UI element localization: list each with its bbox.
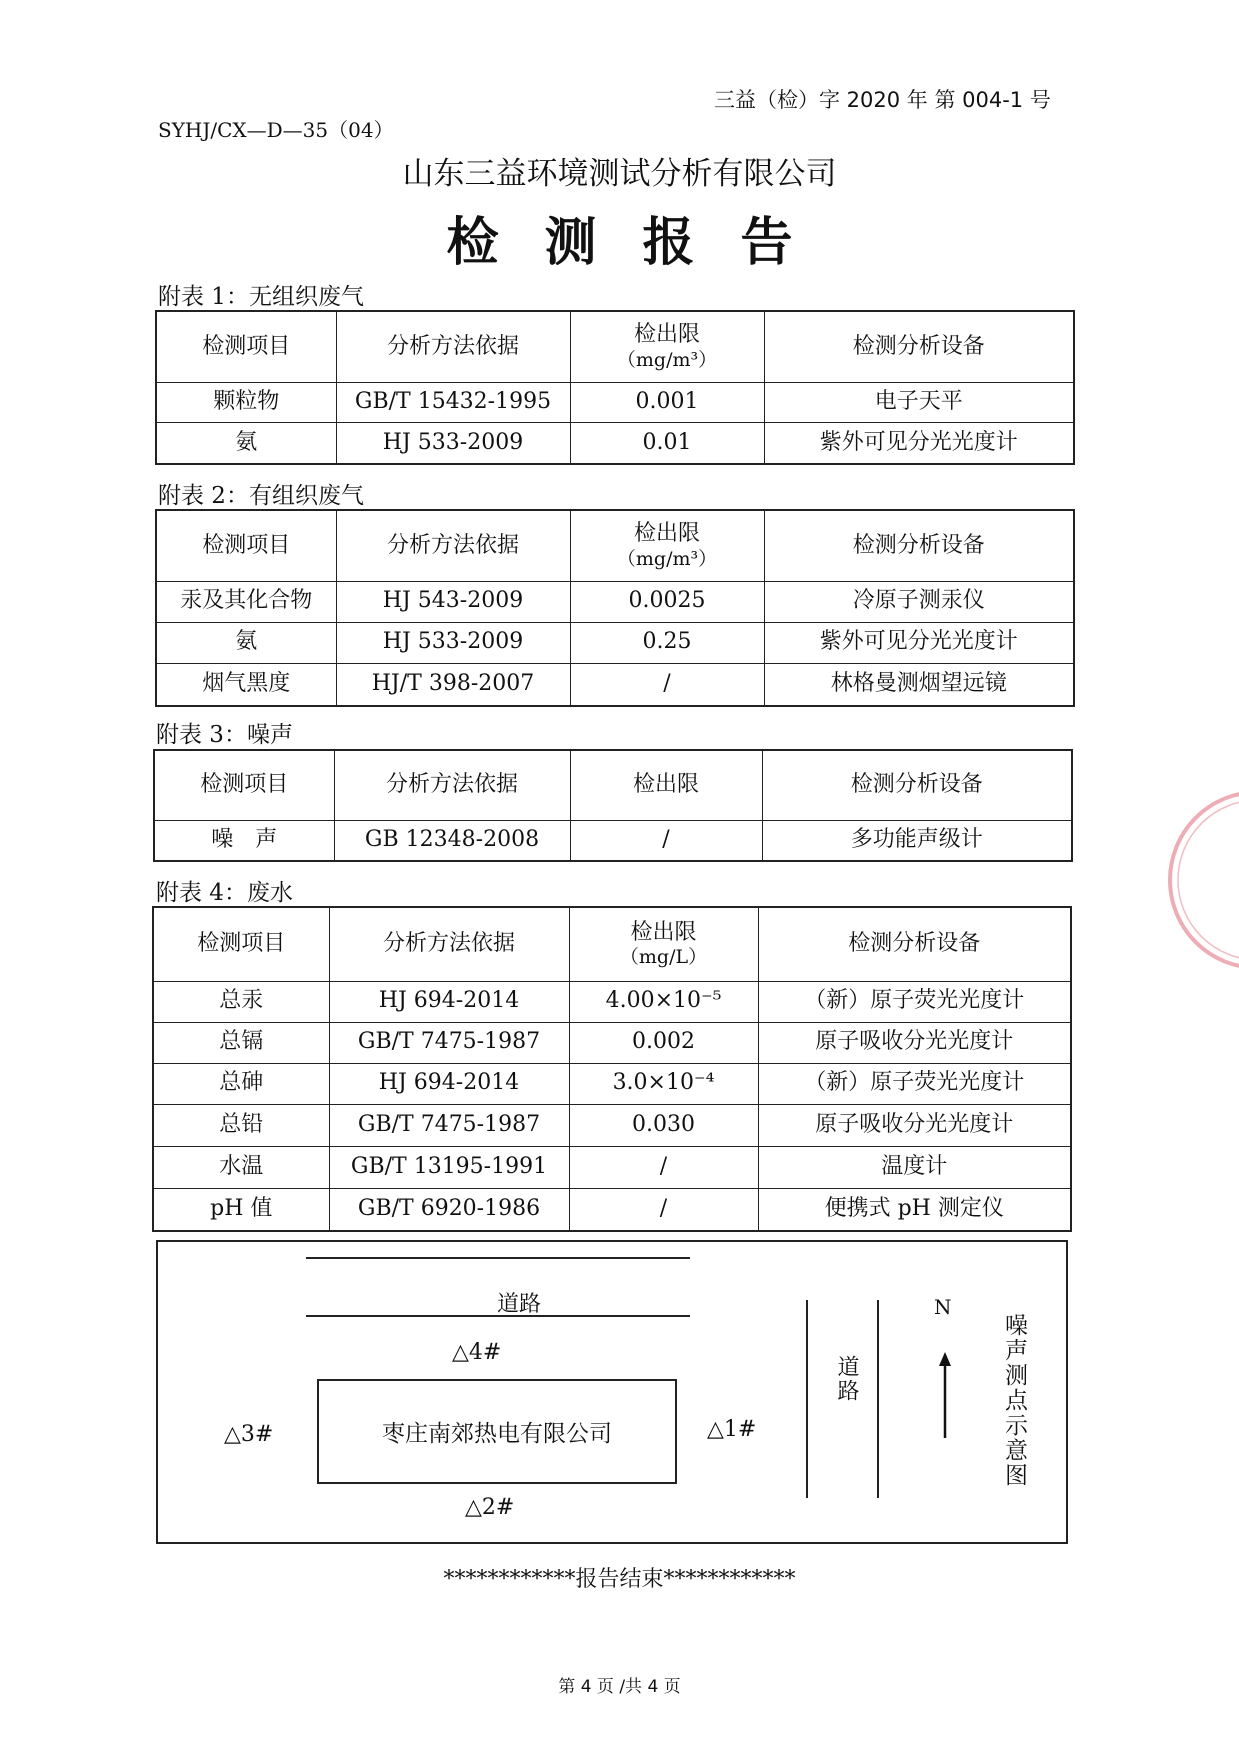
cell-equipment: 电子天平 [764,382,1074,422]
col-header-method: 分析方法依据 [336,311,570,382]
col-header-method: 分析方法依据 [336,510,570,581]
document-number: 三益（检）字 2020 年 第 004-1 号 [714,88,1051,112]
factory-box [317,1379,677,1484]
table-row [153,1188,1071,1231]
cell-item: 氨 [156,622,336,663]
col-header-equipment: 检测分析设备 [762,750,1072,820]
cell-limit: 0.01 [570,422,764,464]
diagram-legend: 噪声测点示意图 [1001,1313,1027,1488]
col-header-item: 检测项目 [153,907,329,981]
road-top-label: 道路 [497,1292,542,1317]
cell-equipment: 温度计 [758,1146,1071,1188]
table4 [152,906,1072,1232]
cell-method: GB/T 15432-1995 [336,382,570,422]
monitoring-point-3: △3# [224,1422,274,1447]
limit-label: 检出限 [633,521,700,547]
col-header-item: 检测项目 [156,311,336,382]
cell-item: 总镉 [153,1022,329,1063]
table-row [156,622,1074,663]
report-end-marker: ************报告结束************ [443,1567,796,1592]
cell-item: 总铅 [153,1104,329,1146]
col-header-method: 分析方法依据 [329,907,569,981]
monitoring-point-4: △4# [452,1340,502,1365]
table-row [153,1104,1071,1146]
col-header-equipment: 检测分析设备 [764,311,1074,382]
table-row [156,663,1074,706]
road-right-line-right [877,1300,879,1498]
cell-item: 汞及其化合物 [156,581,336,622]
cell-limit: / [569,1188,758,1231]
road-right-label: 道路 [834,1355,859,1403]
cell-item: 氨 [156,422,336,464]
road-top-line-upper [306,1257,690,1259]
table-row [153,1063,1071,1104]
cell-equipment: 原子吸收分光光度计 [758,1022,1071,1063]
col-header-limit [570,510,764,581]
cell-equipment: 林格曼测烟望远镜 [764,663,1074,706]
cell-method: HJ 543-2009 [336,581,570,622]
table-row [153,1146,1071,1188]
cell-method: GB/T 7475-1987 [329,1104,569,1146]
cell-limit: 3.0×10⁻⁴ [569,1063,758,1104]
cell-method: GB 12348-2008 [334,820,570,861]
factory-name: 枣庄南郊热电有限公司 [382,1421,612,1447]
table-row [153,1022,1071,1063]
cell-method: HJ 694-2014 [329,981,569,1022]
cell-limit: 0.002 [569,1022,758,1063]
col-header-limit [569,907,758,981]
table2 [155,509,1075,707]
limit-unit: （mg/L） [619,946,708,969]
cell-equipment: （新）原子荧光光度计 [758,1063,1071,1104]
cell-limit: 0.25 [570,622,764,663]
cell-limit: / [570,820,762,861]
cell-item: 总砷 [153,1063,329,1104]
cell-item: 烟气黑度 [156,663,336,706]
cell-method: GB/T 13195-1991 [329,1146,569,1188]
table3-header-row [154,750,1072,820]
table1-caption: 附表 1：无组织废气 [158,284,364,310]
road-right-line-left [806,1300,808,1498]
table-row [153,981,1071,1022]
limit-unit: （mg/m³） [616,348,718,371]
table1-header-row [156,311,1074,382]
cell-limit: / [570,663,764,706]
north-arrow-icon [933,1352,957,1438]
cell-method: GB/T 7475-1987 [329,1022,569,1063]
table-row [156,422,1074,464]
col-header-limit: 检出限 [570,750,762,820]
cell-equipment: 便携式 pH 测定仪 [758,1188,1071,1231]
cell-equipment: 紫外可见分光光度计 [764,622,1074,663]
cell-limit: 0.001 [570,382,764,422]
cell-method: GB/T 6920-1986 [329,1188,569,1231]
table-row [156,382,1074,422]
monitoring-point-1: △1# [707,1417,757,1442]
table3 [153,749,1073,862]
limit-unit: （mg/m³） [616,547,718,570]
table2-header-row [156,510,1074,581]
col-header-item: 检测项目 [154,750,334,820]
cell-limit: / [569,1146,758,1188]
cell-item: 颗粒物 [156,382,336,422]
cell-item: 水温 [153,1146,329,1188]
limit-label: 检出限 [630,919,697,945]
cell-limit: 0.0025 [570,581,764,622]
cell-equipment: 冷原子测汞仪 [764,581,1074,622]
cell-item: 总汞 [153,981,329,1022]
cell-method: HJ 694-2014 [329,1063,569,1104]
limit-label: 检出限 [633,322,700,348]
cell-item: pH 值 [153,1188,329,1231]
cell-equipment: （新）原子荧光光度计 [758,981,1071,1022]
cell-item: 噪 声 [154,820,334,861]
seal-stamp [1148,780,1239,980]
table4-caption: 附表 4：废水 [156,880,293,906]
cell-equipment: 紫外可见分光光度计 [764,422,1074,464]
cell-limit: 4.00×10⁻⁵ [569,981,758,1022]
report-title: 检测报告 [446,212,839,273]
cell-limit: 0.030 [569,1104,758,1146]
col-header-method: 分析方法依据 [334,750,570,820]
table-row [156,581,1074,622]
cell-method: HJ 533-2009 [336,622,570,663]
form-code: SYHJ/CX—D—35（04） [158,118,394,142]
cell-method: HJ/T 398-2007 [336,663,570,706]
cell-equipment: 多功能声级计 [762,820,1072,861]
table2-caption: 附表 2：有组织废气 [158,483,364,509]
cell-equipment: 原子吸收分光光度计 [758,1104,1071,1146]
col-header-item: 检测项目 [156,510,336,581]
monitoring-point-2: △2# [465,1495,515,1520]
table3-caption: 附表 3：噪声 [156,722,293,748]
cell-method: HJ 533-2009 [336,422,570,464]
north-label: N [934,1295,952,1319]
col-header-limit [570,311,764,382]
col-header-equipment: 检测分析设备 [758,907,1071,981]
page-number: 第 4 页 /共 4 页 [558,1677,681,1697]
col-header-equipment: 检测分析设备 [764,510,1074,581]
table4-header-row [153,907,1071,981]
table1 [155,310,1075,465]
table-row [154,820,1072,861]
company-name: 山东三益环境测试分析有限公司 [402,156,837,192]
